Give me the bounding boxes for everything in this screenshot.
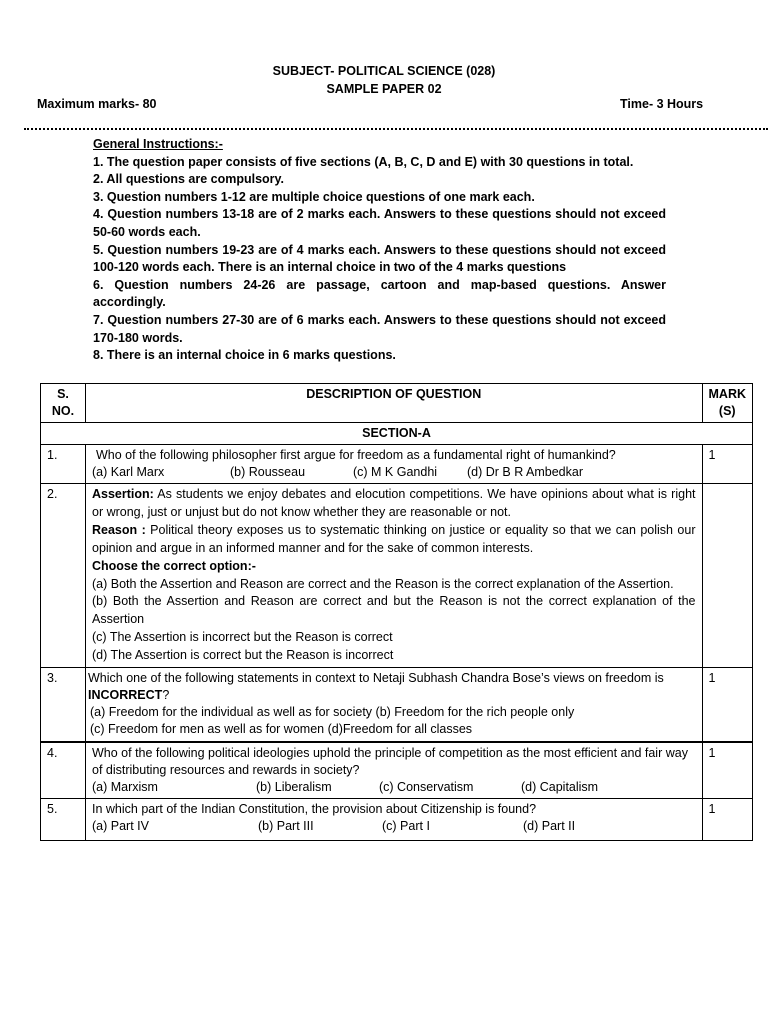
paper-title: SAMPLE PAPER 02 [326,82,442,96]
instruction-item: 5. Question numbers 19-23 are of 4 marks each. Answers to these questions should not exceed 100-120 words each. There is an internal choice in two of the 4 marks questions [93,242,666,275]
instruction-item: 7. Question numbers 27-30 are of 6 marks each. Answers to these questions should not exceed 170-180 words. [93,312,666,345]
option: (c) M K Gandhi [353,465,438,479]
option: (a) Part IV [92,818,149,833]
option: (c) The Assertion is incorrect but the Reason is correct [92,630,393,645]
table-header-row [41,384,753,423]
question-mark: 1 [702,742,753,799]
option: (d) The Assertion is correct but the Reason is incorrect [92,648,394,663]
options-row [92,464,696,481]
question-text: In which part of the Indian Constitution, the provision about Citizenship is found? [92,801,537,816]
option: (a) Karl Marx [92,465,165,479]
assertion-label: Assertion: [92,487,154,501]
option: (a) Marxism [92,779,158,794]
instruction-item: 3. Question numbers 1-12 are multiple choice questions of one mark each. [93,189,535,204]
table-row [41,742,753,799]
question-number: 1. [41,445,86,484]
assertion-text: As students we enjoy debates and elocution competitions. We have opinions about what is right or wrong, just or unjust but do not know whether they are reasonable or not. [92,487,696,519]
header-marks: MARK (S) [702,384,753,423]
question-table [40,383,753,841]
options-line: (c) Freedom for men as well as for women (d)Freedom for all classes [90,722,473,737]
option: (d) Part II [523,818,576,833]
option: (b) Both the Assertion and Reason are correct and but the Reason is not the correct explanation of the Assertion [92,594,696,627]
option: (b) Liberalism [256,779,332,794]
instruction-item: 8. There is an internal choice in 6 marks questions. [93,348,396,363]
question-cell [86,742,703,799]
question-text-emphasis: INCORRECT [88,688,163,703]
instruction-item: 6. Question numbers 24-26 are passage, cartoon and map-based questions. Answer accordingly. [93,277,666,310]
question-mark: 1 [702,445,753,484]
header-sno: S. NO. [41,384,86,423]
table-row [41,445,753,484]
question-text-main: Which one of the following statements in context to Netaji Subhash Chandra Bose’s views on freedom is [88,671,664,686]
choose-option-label: Choose the correct option:- [92,558,256,573]
instruction-item: 1. The question paper consists of five sections (A, B, C, D and E) with 30 questions in total. [93,154,634,169]
question-number: 2. [41,484,86,668]
reason-text: Political theory exposes us to systematic thinking on justice or equality so that we can polish our opinion and argue in an informed manner and for the sake of common interests. [92,522,696,555]
header-description: DESCRIPTION OF QUESTION [86,384,703,423]
option: (a) Both the Assertion and Reason are correct and the Reason is the correct explanation of the Assertion. [92,576,674,591]
question-number: 4. [41,742,86,799]
question-number: 3. [41,668,86,742]
assertion [92,486,696,522]
options-row [92,818,696,835]
instruction-item: 2. All questions are compulsory. [93,172,285,187]
question-cell [86,798,703,840]
question-text: Who of the following political ideologies uphold the principle of competition as the most efficient and fair way of distributing resources and rewards in society? [92,745,688,777]
instructions-title: General Instructions:- [93,137,223,151]
question-number: 5. [41,798,86,840]
question-mark: 1 [702,668,753,742]
table-row [41,484,753,668]
options-row [92,779,696,796]
table-row [41,798,753,840]
section-row [41,423,753,445]
option: (b) Part III [258,818,314,833]
option: (b) Rousseau [230,465,306,479]
instruction-item: 4. Question numbers 13-18 are of 2 marks each. Answers to these questions should not exceed 50-60 words each. [93,207,666,239]
time-allowed: Time- 3 Hours [620,97,704,111]
option: (d) Dr B R Ambedkar [467,465,584,479]
question-cell [86,668,703,742]
reason-label: Reason : [92,522,146,537]
question-text-end: ? [162,688,170,703]
question-text: Who of the following philosopher first argue for freedom as a fundamental right of humankind? [96,448,616,462]
max-marks: Maximum marks- 80 [37,97,157,111]
general-instructions [93,136,666,365]
question-text [88,670,696,704]
question-cell [86,445,703,484]
question-mark: 1 [702,798,753,840]
reason [92,522,696,558]
option: (d) Capitalism [521,779,599,794]
table-row [41,668,753,742]
section-title: SECTION-A [41,423,753,445]
options-line: (a) Freedom for the individual as well as for society (b) Freedom for the rich people only [90,705,575,720]
dotted-divider [24,128,768,130]
question-cell [86,484,703,668]
option: (c) Conservatism [379,779,474,794]
subject-title: SUBJECT- POLITICAL SCIENCE (028) [272,64,496,78]
option: (c) Part I [382,818,430,833]
question-mark [702,484,753,668]
